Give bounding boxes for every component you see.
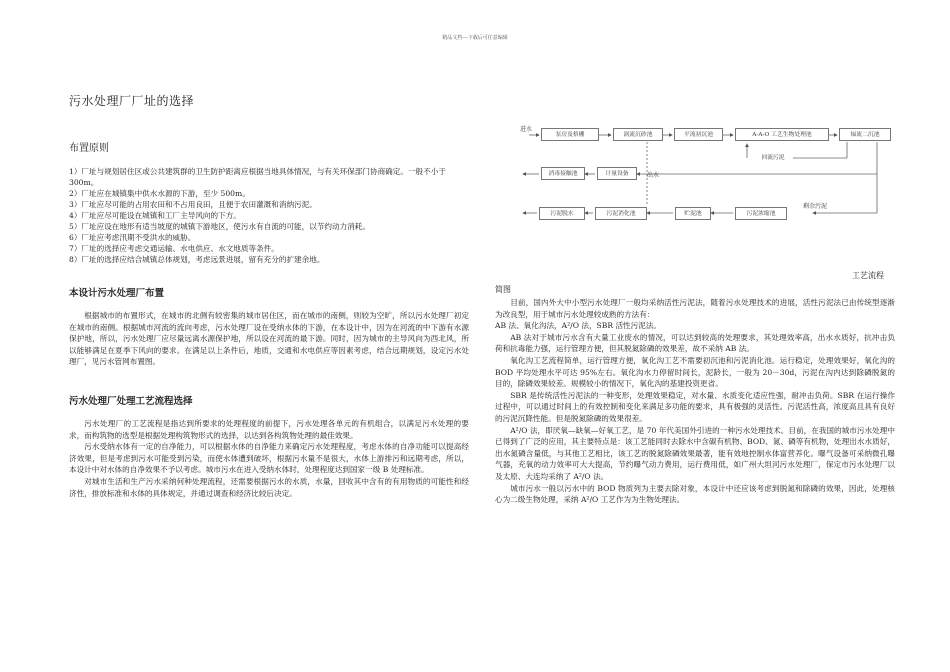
box-sludge-dewatering: 污泥脱水: [539, 207, 585, 220]
process-flow-diagram: [517, 122, 897, 237]
list-item: 1）厂址与规划居住区或公共建筑群的卫生防护距离应根据当地具体情况，与有关环保部门协商确定。一般不小于 300m。: [69, 167, 446, 187]
right-body: [495, 297, 895, 506]
section1-heading: 布置原则: [69, 143, 109, 154]
diagram-caption-line2: 简图: [495, 285, 511, 294]
box-pump-screen: 泵房及格栅: [541, 128, 599, 141]
box-sludge-storage: 贮泥池: [675, 207, 711, 220]
box-grit-chamber: 涡流沉砂池: [613, 128, 663, 141]
box-primary-clarifier: 平流初沉池: [674, 128, 723, 141]
label-inflow: 进水: [520, 126, 533, 133]
header-watermark: 精品文档---下载后可任意编辑: [442, 35, 508, 41]
section2-body: [69, 310, 469, 368]
paragraph: 根据城市的布置形式，在城市的北侧有较密集的城市居住区，而在城市的南侧，则较为空旷，所以污水处理厂初定在城市的南侧。根据城市河流的流向考虑，污水处理厂设在受纳水体的下游，在本设计中，因为在河流的中下游有水源保护地，所以，污水处理厂应尽量远离水源保护地，所以设在河流的最下游。同时，因为城市的主导风向为西北风，所以能够满足在夏季下风向的要求。在满足以上条件后，地质，交通和水电供应等因素考虑，结合远期规划，设定污水处理厂，见污水管网布置图。: [69, 311, 469, 367]
paragraph: AB 法对于城市污水含有大量工业废水的情况，可以达到较高的处理要求，其处理效率高，出水水质好，抗冲击负荷和抗毒能力强，运行管理方便，但其脱氮除磷的效果差，故不采纳 AB 法。: [495, 332, 895, 354]
list-item: 4）厂址应尽可能设在城镇和工厂主导风向的下方。: [69, 211, 241, 220]
paragraph: 城市污水一般以污水中的 BOD 物质列为主要去除对象，本设计中还应该考虑到脱氮和除磷的效果，因此，处理核心为二级生物处理，采纳 A²/O 工艺作为为生物处理法。: [495, 483, 895, 505]
principles-list: [69, 166, 469, 265]
list-item: 6）厂址应考虑汛期不受洪水的威胁。: [69, 233, 196, 242]
list-item: 3）厂址应尽可能的占用农田和不占用良田，且便于农田灌溉和消纳污泥。: [69, 200, 317, 209]
list-item: 8）厂址的选择应结合城镇总体规划，考虑远景进展，留有充分的扩建余地。: [69, 255, 325, 264]
section3-heading: 污水处理厂处理工艺流程选择: [69, 396, 193, 407]
box-metering: 计量设备: [597, 167, 637, 180]
paragraph: 对城市生活和生产污水采纳何种处理流程，还需要根据污水的水质，水量，回收其中含有的有用物质的可能性和经济性，排放标准和水体的具体规定，并通过调查和经济比较后决定。: [69, 476, 469, 498]
paragraph: 目前，国内外大中小型污水处理厂一般均采纳活性污泥法，随着污水处理技术的进展，活性污泥法已由传统型逐渐为改良型，用于城市污水处理较成熟的方法有：: [495, 298, 895, 319]
paragraph: 污水处理厂的工艺流程是指达到所要求的处理程度的前提下，污水处理各单元的有机组合，以满足污水处理的要求，而构筑物的选型是根据处理构筑物形式的选择，以达到各构筑物处理的最佳效果。: [69, 419, 469, 440]
page-title: 污水处理厂厂址的选择: [69, 94, 195, 108]
box-disinfection: 消毒接触池: [541, 167, 585, 180]
label-return-sludge: 回流污泥: [753, 152, 793, 165]
list-item: 5）厂址应设在地形有适当坡度的城镇下游地区，使污水有自流的可能，以节约动力消耗。: [69, 222, 370, 231]
list-item: 7）厂址的选择应考虑交通运输、水电供应、水文地质等条件。: [69, 244, 279, 253]
paragraph: SBR 是传统活性污泥法的一种变形，处理效果稳定，对水量、水质变化适应性强，耐冲击负荷。SBR 在运行操作过程中，可以通过时间上的有效控制和变化来满足多功能的要求，具有极强的灵活性。污泥活性高，浓度高且具有良好的污泥沉降性能。但是脱氮除磷的效果很差。: [495, 390, 895, 423]
box-sludge-thickener: 污泥浓缩池: [735, 207, 787, 220]
paragraph: A²/O 法，即厌氧—缺氧—好氧工艺，是 70 年代美国外引进的一种污水处理技术。目前，在我国的城市污水处理中已得到了广泛的应用，其主要特点是：该工艺能同时去除水中含碳有机物、BOD、氮、磷等有机物，处理出水水质好，出水氮磷含量低，与其他工艺相比，该工艺的脱氮除磷效果最著，能有效地控制水体富营养化。曝气设备可采纳微孔曝气器，充氧的动力效率可大大提高，节约曝气动力费用，运行费用低，如广州大坦河污水处理厂，保定市污水处理厂以及太原、大连均采纳了 A²/O 法。: [495, 425, 895, 481]
paragraph: AB 法、氧化沟法，A²/O 法，SBR 活性污泥法。: [495, 321, 662, 331]
section3-body: [69, 418, 469, 499]
box-secondary-clarifier: 辐流二沉池: [839, 128, 891, 141]
paragraph: 污水受纳水体有一定的自净能力，可以根据水体的自净能力来确定污水处理程度，考虑水体的自净功能可以提高经济效果，但是考虑到污水可能受到污染，而使水体遭到破坏，根据污水量不是很大，水体上游排污和远期考虑，所以，本设计中对水体的自净效果不予以考虑。城市污水在进入受纳水体时，处理程度达到国家一级 B 处理标准。: [69, 442, 469, 475]
list-item: 2）厂址应在城镇集中供水水源的下游，至少 500m。: [69, 189, 250, 198]
diagram-caption-line1: 工艺流程: [852, 271, 884, 280]
box-aao-tank: A-A-O 工艺生物处理池: [735, 128, 829, 141]
section2-heading: 本设计污水处理厂布置: [69, 288, 165, 299]
paragraph: 氧化沟工艺流程简单，运行管理方便，氧化沟工艺不需要初沉池和污泥消化池。运行稳定，处理效果好，氧化沟的 BOD 平均处理水平可达 95%左右。氧化沟水力停留时间长，泥龄长，一般为 20－30d，污泥在沟内达到除磷脱氮的目的，除磷效果较差。规模较小的情况下，氧化沟的基建投资更省。: [495, 355, 895, 389]
label-excess-sludge: 剩余污泥: [803, 203, 828, 210]
label-outflow: 出水: [647, 172, 660, 179]
box-sludge-digester: 污泥消化池: [595, 207, 647, 220]
